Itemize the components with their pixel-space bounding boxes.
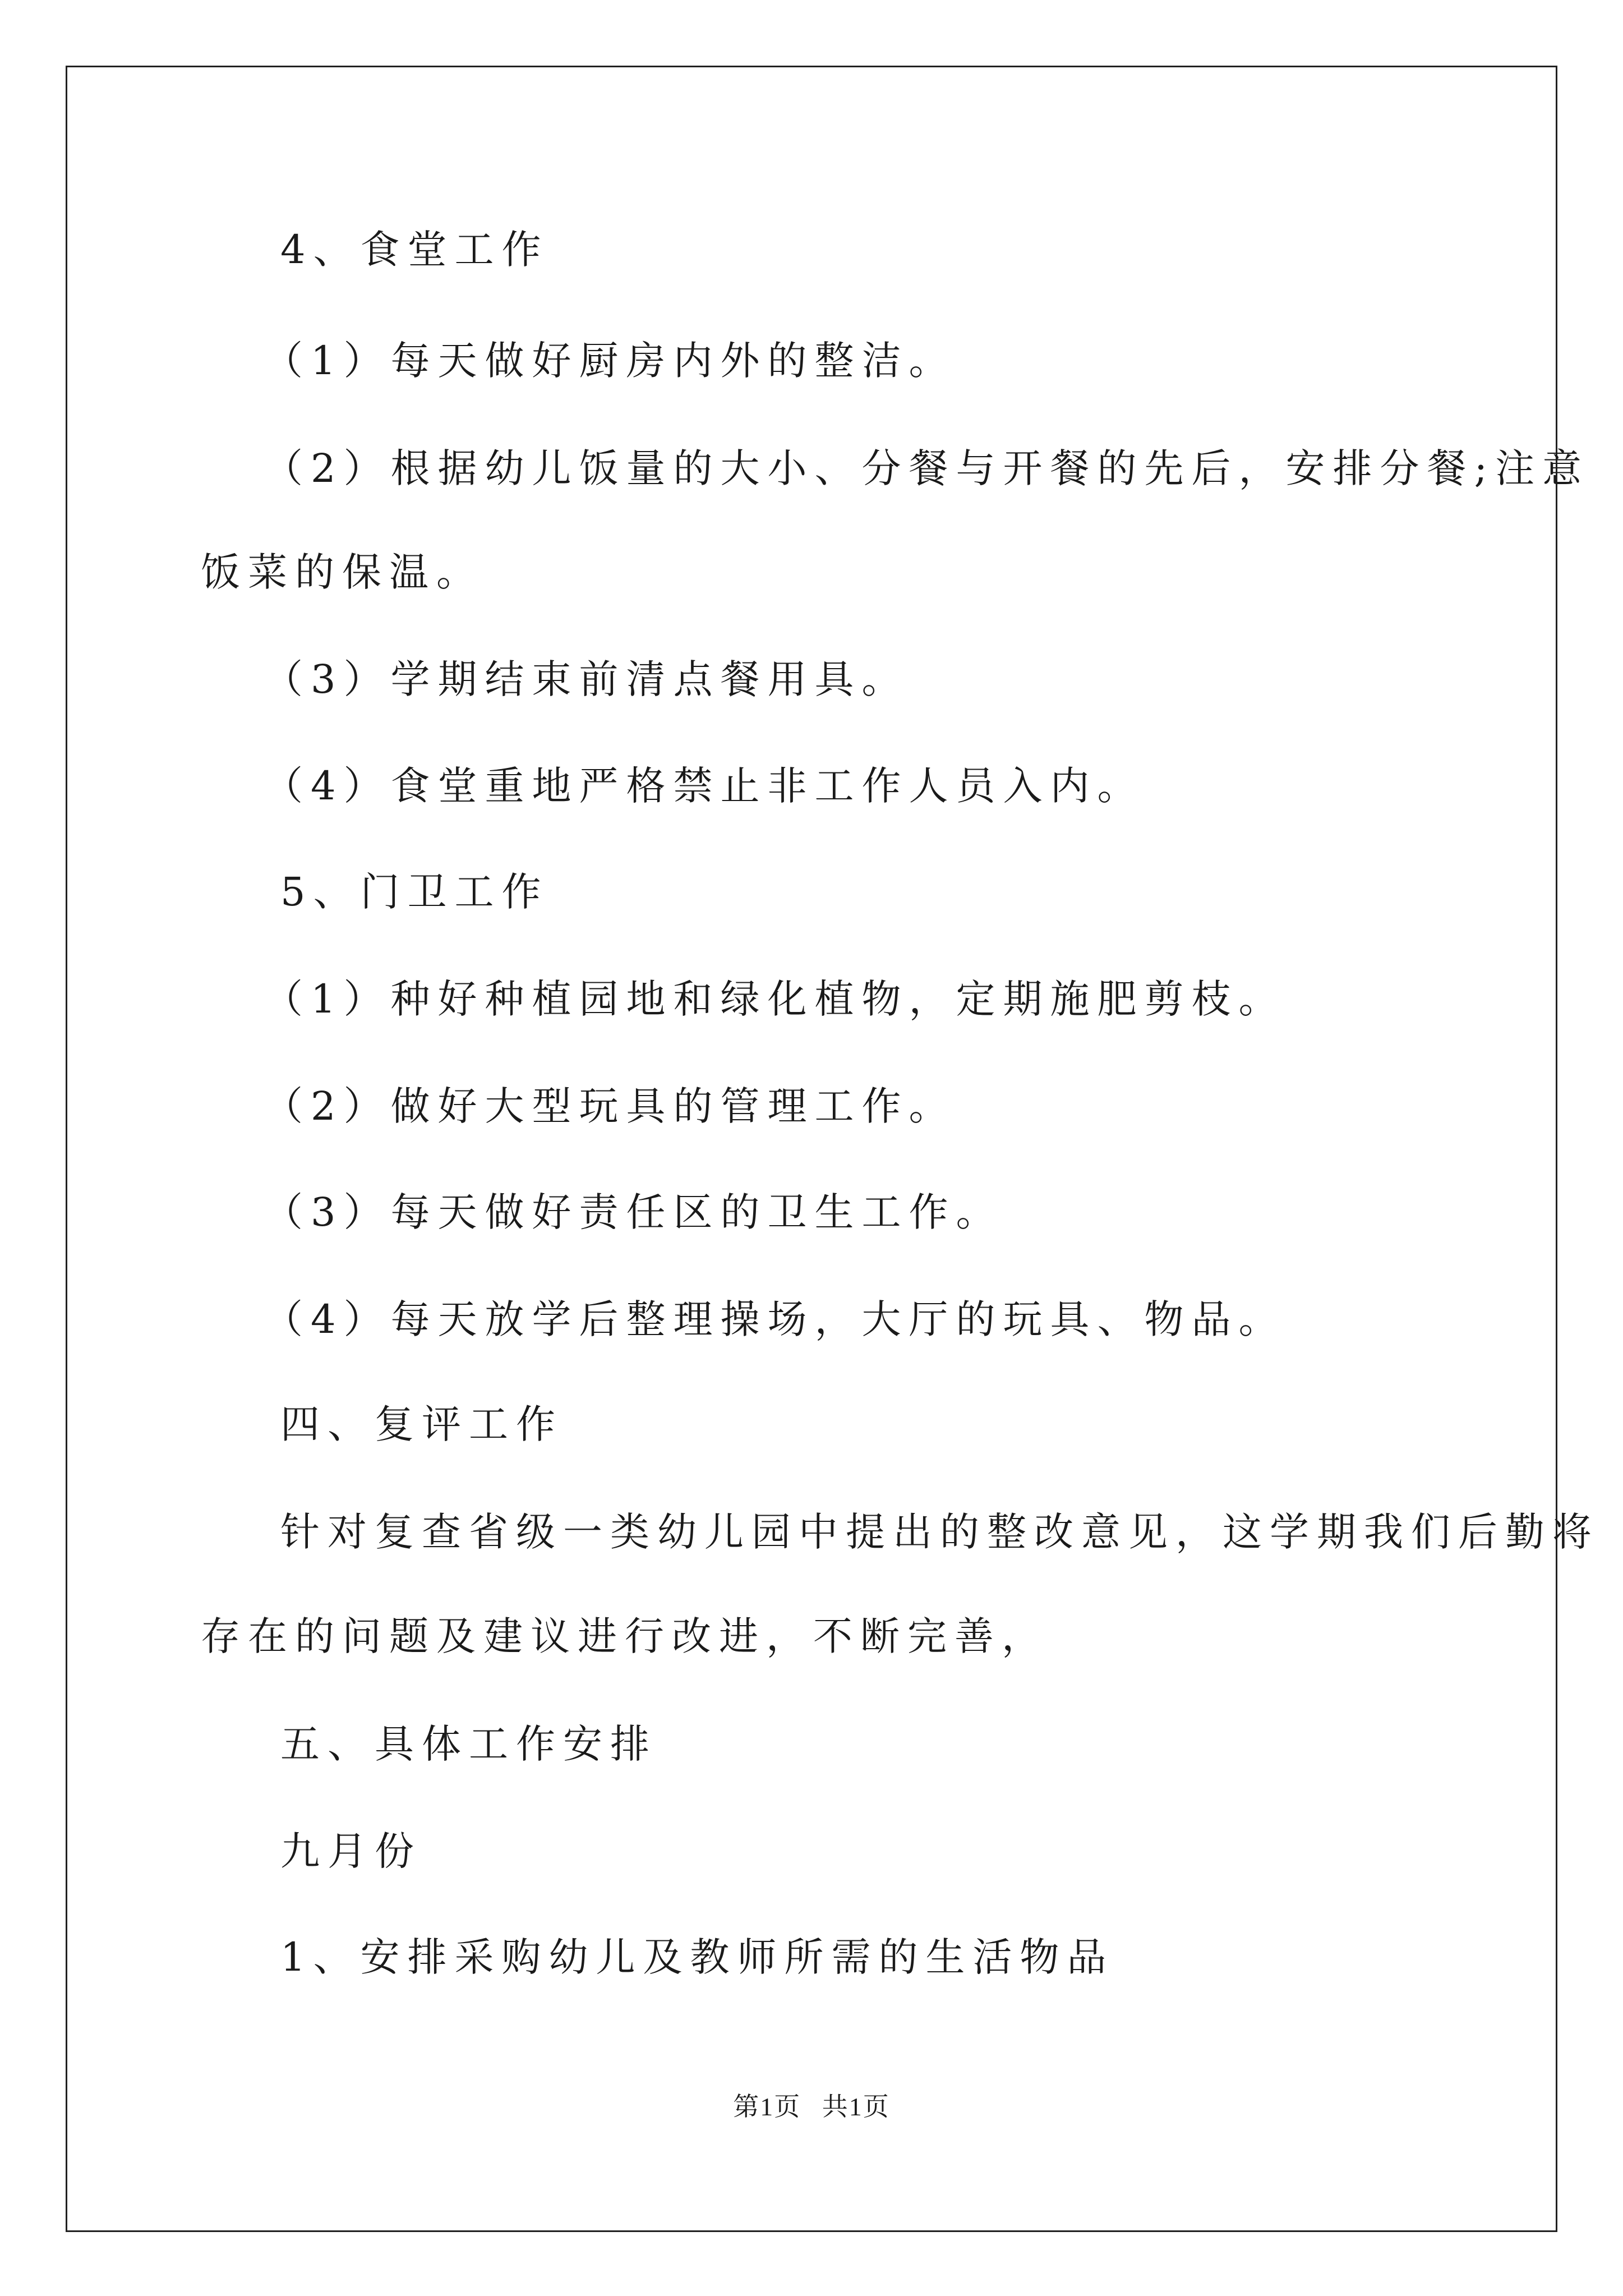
september-item-1: 1、安排采购幼儿及教师所需的生活物品: [280, 1934, 1114, 1980]
canteen-item-3: （3）学期结束前清点餐用具。: [264, 656, 909, 702]
re-evaluation-paragraph-continued: 存在的问题及建议进行改进，不断完善，: [201, 1613, 1049, 1659]
page-number: 第1页: [733, 2092, 801, 2121]
re-evaluation-paragraph: 针对复查省级一类幼儿园中提出的整改意见，这学期我们后勤将: [280, 1509, 1599, 1555]
guard-item-3: （3）每天做好责任区的卫生工作。: [264, 1189, 1003, 1235]
heading-re-evaluation: 四、复评工作: [280, 1401, 563, 1447]
guard-item-4: （4）每天放学后整理操场，大厅的玩具、物品。: [264, 1296, 1286, 1342]
heading-canteen-work: 4、食堂工作: [280, 227, 549, 273]
canteen-item-4: （4）食堂重地严格禁止非工作人员入内。: [264, 763, 1145, 809]
canteen-item-2: （2）根据幼儿饭量的大小、分餐与开餐的先后，安排分餐;注意: [264, 445, 1590, 491]
month-september: 九月份: [280, 1828, 422, 1874]
canteen-item-2-continued: 饭菜的保温。: [201, 549, 483, 595]
page-total: 共1页: [822, 2092, 890, 2121]
page-footer: [0, 2090, 1623, 2124]
heading-guard-work: 5、门卫工作: [280, 869, 549, 915]
canteen-item-1: （1）每天做好厨房内外的整洁。: [264, 338, 956, 384]
page-border: [66, 66, 1557, 2232]
guard-item-1: （1）种好种植园地和绿化植物，定期施肥剪枝。: [264, 976, 1286, 1022]
guard-item-2: （2）做好大型玩具的管理工作。: [264, 1083, 956, 1129]
heading-work-schedule: 五、具体工作安排: [280, 1721, 657, 1767]
